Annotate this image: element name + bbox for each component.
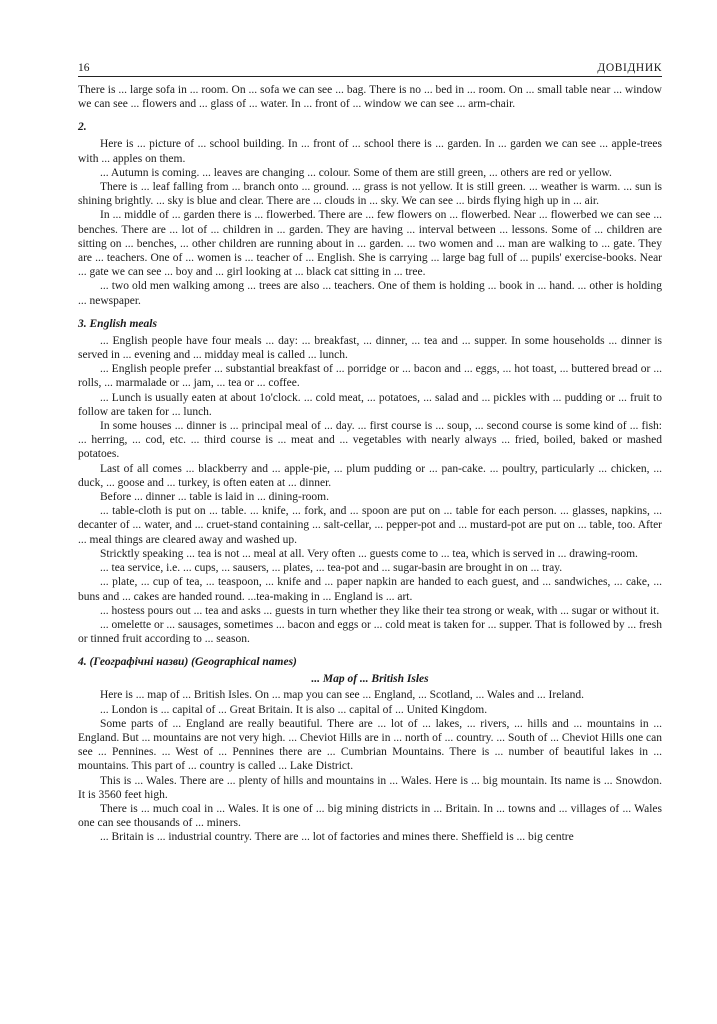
paragraph: ... two old men walking among ... trees are also ... teachers. One of them is holding ... book in ... hand. ... other is holding ... newspaper.	[78, 280, 662, 307]
paragraph: ... English people prefer ... substantial breakfast of ... porridge or ... bacon and ... eggs, ... hot toast, ... buttered bread or ... rolls, ... marmalade or ... jam, ... tea or ... coffee.	[78, 363, 662, 390]
section-heading: 4. (Географічні назви) (Geographical names)	[78, 656, 297, 669]
running-title: ДОВІДНИК	[597, 62, 662, 74]
running-header	[78, 62, 662, 77]
page-number: 16	[78, 62, 90, 74]
paragraph: ... hostess pours out ... tea and asks ... guests in turn whether they like their tea strong or weak, with ... sugar or without it.	[100, 604, 660, 617]
paragraph: In some houses ... dinner is ... principal meal of ... day. ... first course is ... soup, ... second course is some kind of ... fish: ... herring, ... cod, etc. ... third course is ... meat and ... vegetables with nearly always ... fried, boiled, baked or mashed potatoes.	[78, 420, 662, 461]
page-body	[78, 83, 662, 845]
paragraph: Some parts of ... England are really beautiful. There are ... lot of ... lakes, ... rivers, ... hills and ... mountains in ... England. But ... mountains are not very high. ... Cheviot Hills are in ... north of ... country. ... South of ... Cheviot Hills one can see ... Pennines. ... West of ... Pennines there are ... Cumbrian Mountains. There is ... number of beautiful lakes in ... mountains. This part of ... country is called ... Lake District.	[78, 717, 662, 773]
paragraph: This is ... Wales. There are ... plenty of hills and mountains in ... Wales. Here is ... big mountain. Its name is ... Snowdon. It is 3560 feet high.	[78, 774, 662, 801]
paragraph: ... omelette or ... sausages, sometimes ... bacon and eggs or ... cold meat is taken for ... supper. That is followed by ... fresh or tinned fruit according to ... season.	[78, 618, 662, 646]
intro-paragraph: There is ... large sofa in ... room. On ... sofa we can see ... bag. There is no ... bed in ... room. On ... small table near ... window we can see ... flowers and ... glass of ... water. In ... front of ... window we can see ... arm-chair.	[78, 84, 662, 111]
paragraph: ... tea service, i.e. ... cups, ... sausers, ... plates, ... tea-pot and ... sugar-basin are brought in on ... tray.	[100, 562, 563, 575]
paragraph: In ... middle of ... garden there is ... flowerbed. There are ... few flowers on ... flowerbed. Near ... flowerbed we can see ... benches. There are ... lot of ... children in ... garden. They are having ... interval between ... lessons. Some of ... children are sitting on ... benches, ... other children are running about in ... garden. ... two women and ... man are walking to ... gate. They are ... teachers. One of ... women is ... teacher of ... English. She is carrying ... large bag full of ... pupils' exercise-books. Near ... gate we can see ... boy and ... girl looking at ... black cat sitting in ... tree.	[78, 209, 662, 279]
paragraph: ... Britain is ... industrial country. There are ... lot of factories and mines there. Sheffield is ... big centre	[100, 831, 574, 844]
paragraph: Before ... dinner ... table is laid in ... dining-room.	[100, 491, 329, 504]
paragraph: There is ... leaf falling from ... branch onto ... ground. ... grass is not yellow. It is still green. ... weather is warm. ... sun is shining brightly. ... sky is blue and clear. There are ... clouds in ... sky. We can see ... birds flying high up in ... air.	[78, 181, 662, 208]
paragraph: ... Autumn is coming. ... leaves are changing ... colour. Some of them are still green, ... others are red or yellow.	[100, 166, 612, 179]
paragraph: ... plate, ... cup of tea, ... teaspoon, ... knife and ... paper napkin are handed to each guest, and ... sandwiches, ... cake, ... buns and ... cakes are handed round. ...tea-making in ... England is ... art.	[78, 576, 662, 603]
paragraph: There is ... much coal in ... Wales. It is one of ... big mining districts in ... Britain. In ... towns and ... villages of ... Wales one can see thousands of ... miners.	[78, 802, 662, 830]
section-heading: 2.	[78, 121, 87, 134]
paragraph: ... London is ... capital of ... Great Britain. It is also ... capital of ... United Kingdom.	[100, 703, 488, 716]
paragraph: Here is ... picture of ... school building. In ... front of ... school there is ... garden. In ... garden we can see ... apple-trees with ... apples on them.	[78, 138, 662, 165]
paragraph: ... English people have four meals ... day: ... breakfast, ... dinner, ... tea and ... supper. In some households ... dinner is served in ... evening and ... midday meal is called ... lunch.	[78, 334, 662, 362]
document-page	[78, 62, 662, 845]
paragraph: ... Lunch is usually eaten at about 1o'clock. ... cold meat, ... potatoes, ... salad and ... pickles with ... pudding or ... fruit to follow are taken for ... lunch.	[78, 391, 662, 418]
paragraph: Stricktly speaking ... tea is not ... meal at all. Very often ... guests come to ... tea, which is served in ... drawing-room.	[100, 547, 638, 560]
paragraph: ... table-cloth is put on ... table. ... knife, ... fork, and ... spoon are put on ... table for each person. ... glasses, napkins, ... decanter of ... water, and ... cruet-stand containing ... salt-cellar, ... pepper-pot and ... mustard-pot are put on ... table, too. After ... meal things are cleared away and washed up.	[78, 505, 662, 546]
section-subheading: ... Map of ... British Isles	[311, 673, 429, 686]
paragraph: Last of all comes ... blackberry and ... apple-pie, ... plum pudding or ... pan-cake. ... poultry, particularly ... chicken, ... duck, ... goose and ... turkey, is often eaten at ... dinner.	[78, 462, 662, 489]
paragraph: Here is ... map of ... British Isles. On ... map you can see ... England, ... Scotland, ... Wales and ... Ireland.	[100, 689, 584, 702]
section-heading: 3. English meals	[78, 317, 157, 330]
